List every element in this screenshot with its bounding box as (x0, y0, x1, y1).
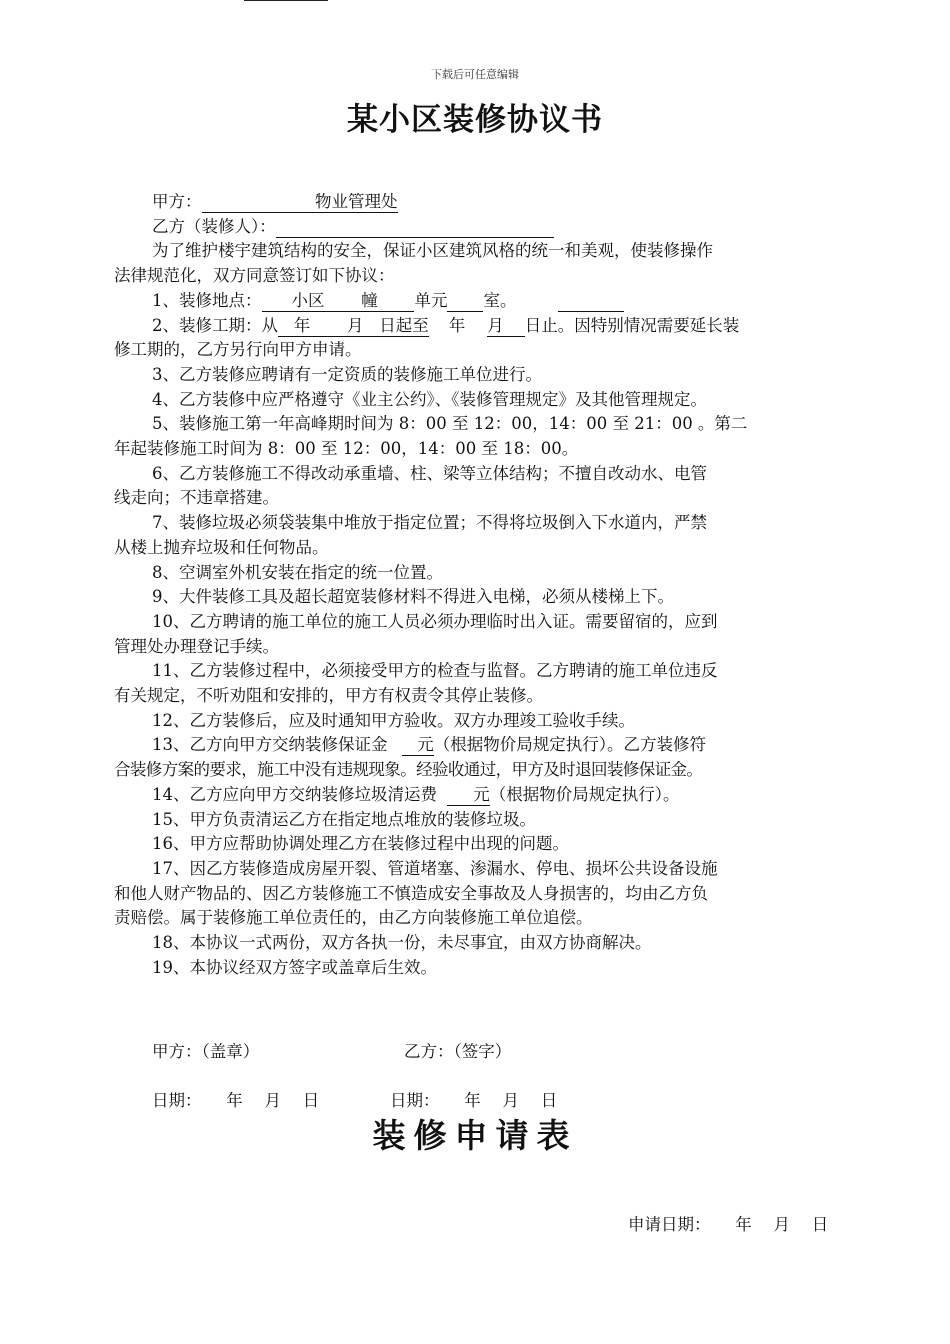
clause-14: 14、乙方应向甲方交纳装修垃圾清运费 元（根据物价局规定执行）。 (152, 784, 680, 804)
clause-5-line-1: 5、装修施工第一年高峰期时间为 8：00 至 12：00，14：00 至 21：00 。第二 (152, 414, 748, 434)
clause-12: 12、乙方装修后，应及时通知甲方验收。双方办理竣工验收手续。 (152, 710, 635, 730)
intro-line-1: 为了维护楼宇建筑结构的安全，保证小区建筑风格的统一和美观，使装修操作 (152, 241, 713, 261)
clause-6-line-2: 线走向；不违章搭建。 (114, 488, 279, 508)
agreement-body (114, 190, 844, 981)
start-year-field[interactable]: 年 (278, 316, 347, 337)
clause-17-line-1: 17、因乙方装修造成房屋开裂、管道堵塞、渗漏水、停电、损坏公共设备设施 (152, 858, 718, 878)
clause-18: 18、本协议一式两份，双方各执一份，未尽事宜，由双方协商解决。 (152, 933, 652, 953)
clause-7-line-2: 从楼上抛弃垃圾和任何物品。 (114, 537, 329, 557)
clause-3: 3、乙方装修应聘请有一定资质的装修施工单位进行。 (152, 364, 542, 384)
clause-11-line-1: 11、乙方装修过程中，必须接受甲方的检查与监督。乙方聘请的施工单位违反 (152, 661, 718, 681)
clause-7-line-1: 7、装修垃圾必须袋装集中堆放于指定位置；不得将垃圾倒入下水道内，严禁 (152, 513, 707, 533)
party-a-signature: 甲方：（盖章） (152, 1042, 260, 1061)
clause-19: 19、本协议经双方签字或盖章后生效。 (152, 957, 437, 977)
clause-1: 1、装修地点： 小区 幢 单元 室。 (114, 289, 844, 314)
party-b-line: 乙方（装修人）： (114, 215, 844, 240)
start-month-field[interactable]: 月 (347, 316, 379, 337)
party-a-field[interactable]: 物业管理处 (202, 192, 398, 213)
header-note: 下载后可任意编辑 (431, 68, 519, 81)
intro-line-2: 法律规范化，双方同意签订如下协议： (114, 266, 395, 286)
end-month-field[interactable]: 月 (487, 316, 524, 337)
xiaoqu-field[interactable]: 小区 (292, 291, 362, 312)
building-field[interactable]: 幢 (361, 291, 414, 312)
document-title: 某小区装修协议书 (347, 102, 603, 138)
clause-11-line-2: 有关规定，不听劝阻和安排的，甲方有权责令其停止装修。 (114, 686, 543, 706)
room-field[interactable] (447, 291, 483, 312)
clause-13-line-2: 合装修方案的要求，施工中没有违规现象。经验收通过，甲方及时退回装修保证金。 (114, 760, 703, 780)
clause-17-line-3: 责赔偿。属于装修施工单位责任的，由乙方向装修施工单位追偿。 (114, 908, 593, 928)
start-day-field[interactable]: 日起至 (379, 315, 429, 335)
deposit-field[interactable]: 元 (402, 735, 434, 756)
clause-13: 13、乙方向甲方交纳装修保证金 元（根据物价局规定执行）。乙方装修符 (152, 735, 706, 755)
clause-17-line-2: 和他人财产物品的、因乙方装修施工不慎造成安全事故及人身损害的，均由乙方负 (114, 883, 708, 903)
clause-6-line-1: 6、乙方装修施工不得改动承重墙、柱、梁等立体结构；不擅自改动水、电管 (152, 463, 707, 483)
party-b-field[interactable] (276, 217, 554, 238)
application-date: 申请日期： 年 月 日 (628, 1215, 829, 1234)
clause-8: 8、空调室外机安装在指定的统一位置。 (152, 562, 443, 582)
clause-5-line-2: 年起装修施工时间为 8：00 至 12：00，14：00 至 18：00。 (114, 439, 579, 459)
clause-16: 16、甲方应帮助协调处理乙方在装修过程中出现的问题。 (152, 834, 569, 854)
party-b-date: 日期： 年 月 日 (390, 1091, 558, 1110)
party-a-date: 日期： 年 月 日 (152, 1091, 320, 1110)
clause-2-line-2: 修工期的，乙方另行向甲方申请。 (114, 340, 362, 360)
party-b-signature: 乙方：（签字） (404, 1042, 512, 1061)
clause-9: 9、大件装修工具及超长超宽装修材料不得进入电梯，必须从楼梯上下。 (152, 587, 674, 607)
top-rule (244, 0, 328, 1)
clause-15: 15、甲方负责清运乙方在指定地点堆放的装修垃圾。 (152, 809, 536, 829)
clause-4: 4、乙方装修中应严格遵守《业主公约》、《装修管理规定》及其他管理规定。 (152, 389, 707, 409)
cleanup-fee-field[interactable]: 元 (447, 785, 490, 806)
clause-10-line-2: 管理处办理登记手续。 (114, 636, 279, 656)
clause-2: 2、装修工期：从 年 月 日起至 年 月 日止。因特别情况需要延长装 (152, 315, 740, 335)
party-a-line: 甲方： 物业管理处 (152, 192, 398, 211)
clause-10-line-1: 10、乙方聘请的施工单位的施工人员必须办理临时出入证。需要留宿的，应到 (152, 611, 718, 631)
application-title: 装修申请表 (372, 1116, 578, 1155)
